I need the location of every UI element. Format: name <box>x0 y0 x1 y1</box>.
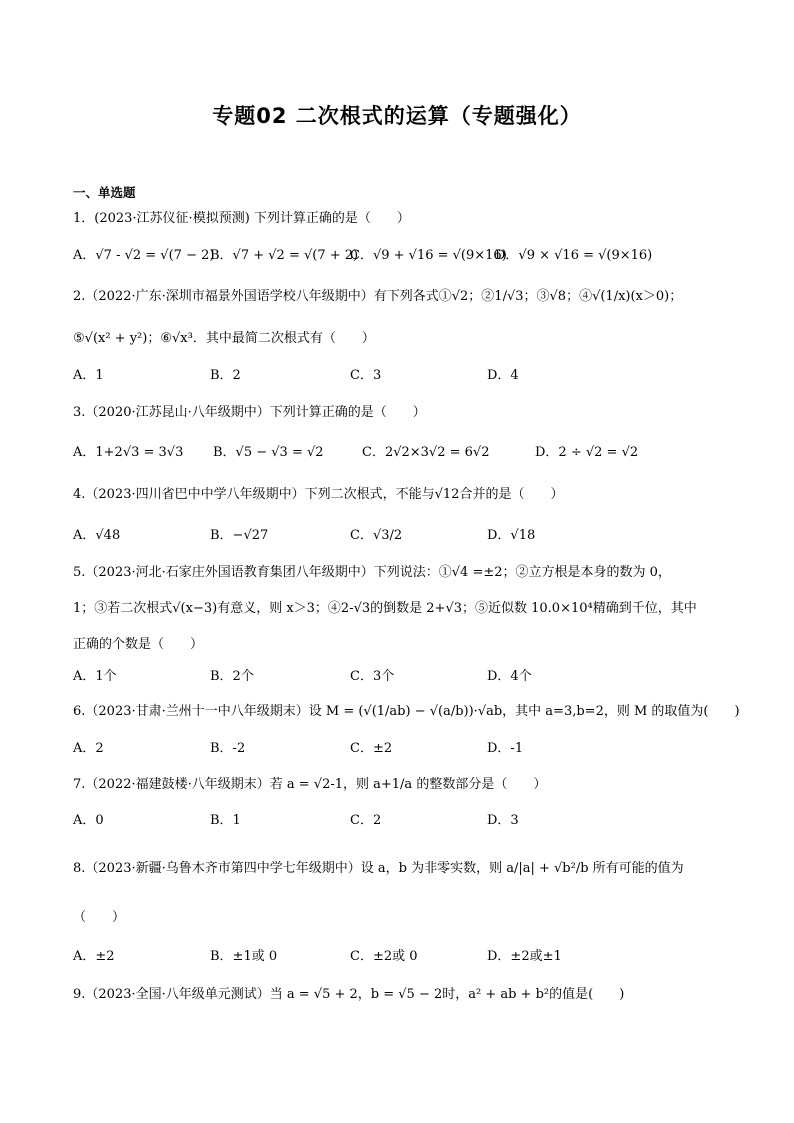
question-2-line-1: 2.（2022·广东·深圳市福景外国语学校八年级期中）有下列各式①√2；②1/√3；③√8；④√(1/x)(x＞0)； <box>73 289 683 304</box>
q8-option-a: A．±2 <box>73 949 115 964</box>
q8-option-c: C．±2或 0 <box>350 949 418 964</box>
q3-option-a: A．1+2√3 = 3√3 <box>73 445 184 460</box>
q7-option-b: B．1 <box>210 813 241 828</box>
q5-option-a: A．1个 <box>73 669 117 684</box>
question-9-stem: 9.（2023·全国·八年级单元测试）当 a = √5 + 2，b = √5 − 2时，a² + ab + b²的值是( ) <box>73 987 625 1002</box>
q1-option-b: B．√7 + √2 = √(7 + 2) <box>210 248 359 263</box>
q3-option-d: D．2 ÷ √2 = √2 <box>535 445 639 460</box>
question-8-stem: 8.（2023·新疆·乌鲁木齐市第四中学七年级期中）设 a，b 为非零实数，则 a/|a| + √b²/b 所有可能的值为 <box>73 861 684 876</box>
question-4-stem: 4.（2023·四川省巴中中学八年级期中）下列二次根式，不能与√12合并的是（ ） <box>73 487 564 502</box>
q3-option-b: B．√5 − √3 = √2 <box>213 445 324 460</box>
question-5-line-2: 1；③若二次根式√(x−3)有意义，则 x＞3；④2-√3的倒数是 2+√3；⑤近似数 10.0×10⁴精确到千位，其中 <box>73 601 697 616</box>
question-3-stem: 3.（2020·江苏昆山·八年级期中）下列计算正确的是（ ） <box>73 405 426 420</box>
q4-option-b: B．−√27 <box>210 528 269 543</box>
q6-option-b: B．-2 <box>210 741 246 756</box>
q5-option-b: B．2个 <box>210 669 254 684</box>
q3-option-c: C．2√2×3√2 = 6√2 <box>362 445 490 460</box>
q7-option-a: A．0 <box>73 813 104 828</box>
q7-option-d: D．3 <box>487 813 519 828</box>
question-2-line-2: ⑤√(x² + y²)；⑥√x³．其中最简二次根式有（ ） <box>73 331 375 346</box>
q1-option-d: D．√9 × √16 = √(9×16) <box>495 248 653 263</box>
q8-option-b: B．±1或 0 <box>210 949 278 964</box>
question-5-line-3: 正确的个数是（ ） <box>73 637 204 652</box>
q7-option-c: C．2 <box>350 813 382 828</box>
q1-option-a: A．√7 - √2 = √(7 − 2) <box>73 248 215 263</box>
page-title: 专题02 二次根式的运算（专题强化） <box>212 104 582 128</box>
q2-option-d: D．4 <box>487 368 519 383</box>
q2-option-a: A．1 <box>73 368 104 383</box>
q6-option-a: A．2 <box>73 741 104 756</box>
q5-option-d: D．4个 <box>487 669 532 684</box>
q2-option-b: B．2 <box>210 368 241 383</box>
section-heading: 一、单选题 <box>73 185 136 200</box>
q2-option-c: C．3 <box>350 368 382 383</box>
question-6-stem: 6.（2023·甘肃·兰州十一中八年级期末）设 M = (√(1/ab) − √(a/b))·√ab，其中 a=3,b=2，则 M 的取值为( ) <box>73 704 740 719</box>
question-8-answer-blank: （ ） <box>73 910 126 925</box>
question-5-line-1: 5.（2023·河北·石家庄外国语教育集团八年级期中）下列说法：①√4 =±2；②立方根是本身的数为 0， <box>73 565 671 580</box>
q8-option-d: D．±2或±1 <box>487 949 562 964</box>
q4-option-d: D．√18 <box>487 528 536 543</box>
q5-option-c: C．3个 <box>350 669 395 684</box>
q4-option-c: C．√3/2 <box>350 528 403 543</box>
question-1-stem: 1．(2023·江苏仪征·模拟预测) 下列计算正确的是（ ） <box>73 211 410 226</box>
q1-option-c: C．√9 + √16 = √(9×16) <box>350 248 507 263</box>
q4-option-a: A．√48 <box>73 528 121 543</box>
q6-option-c: C．±2 <box>350 741 393 756</box>
question-7-stem: 7.（2022·福建鼓楼·八年级期末）若 a = √2-1，则 a+1/a 的整数部分是（ ） <box>73 777 547 792</box>
q6-option-d: D．-1 <box>487 741 524 756</box>
